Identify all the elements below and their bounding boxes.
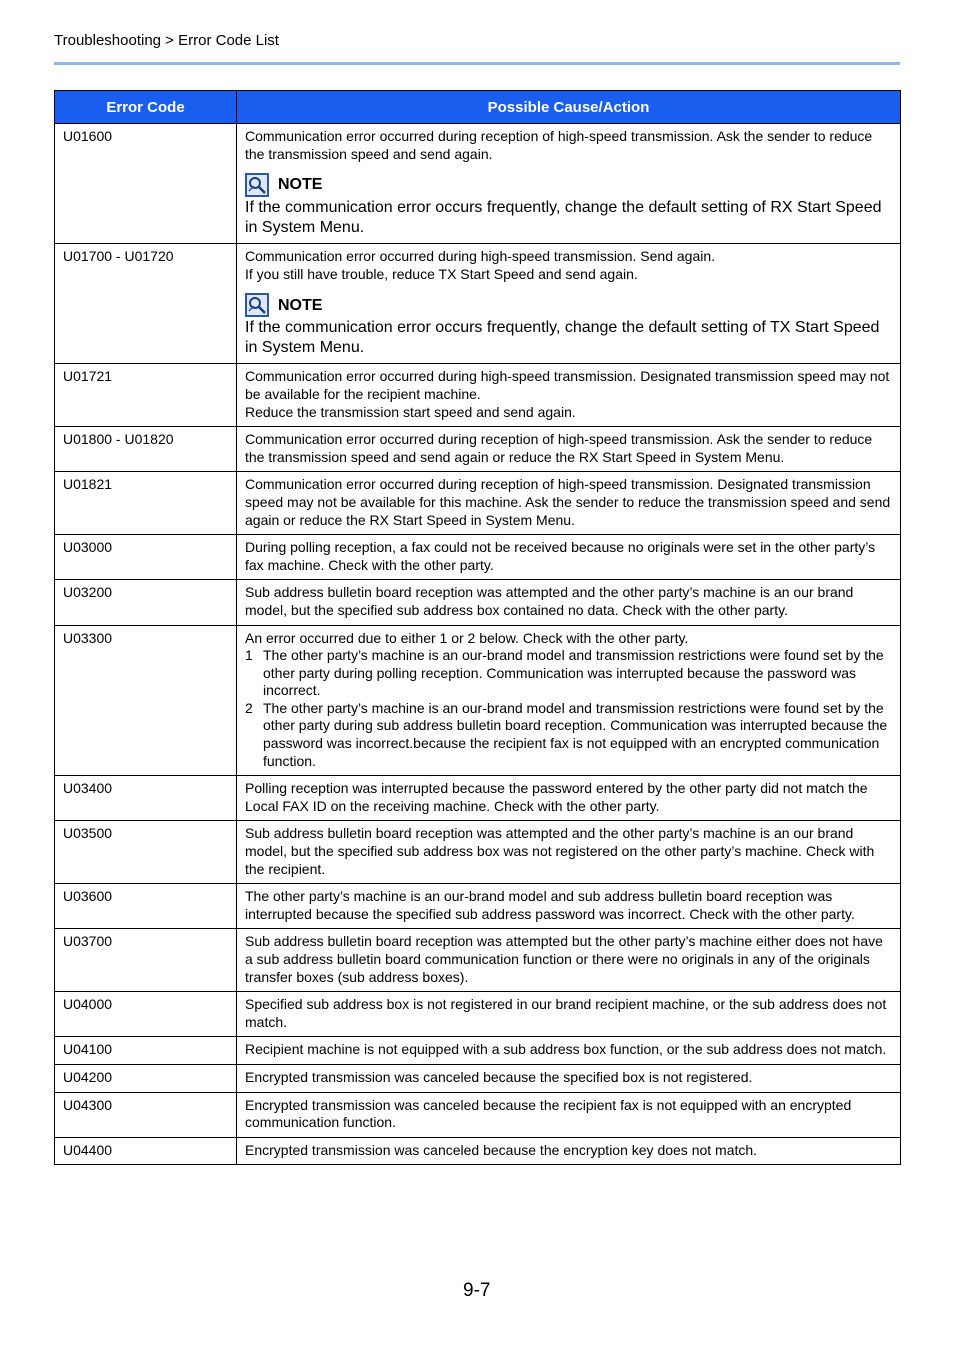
possible-cause-cell <box>237 992 901 1037</box>
table-row <box>55 427 901 472</box>
error-code-cell: U01721 <box>55 364 237 427</box>
possible-cause-cell <box>237 580 901 625</box>
cause-text: Encrypted transmission was canceled because the encryption key does not match. <box>245 1141 758 1158</box>
error-code-cell: U04400 <box>55 1137 237 1165</box>
note-icon <box>245 293 269 317</box>
cause-text: Communication error occurred during high-speed transmission. Designated transmission speed may not be available for the recipient machine. Reduce the transmission start speed and send again. <box>245 368 890 420</box>
error-code-cell: U03700 <box>55 929 237 992</box>
cause-text: An error occurred due to either 1 or 2 below. Check with the other party. <box>245 629 689 646</box>
table-row <box>55 124 901 244</box>
possible-cause-cell <box>237 776 901 821</box>
table-row <box>55 625 901 776</box>
possible-cause-cell <box>237 884 901 929</box>
possible-cause-cell <box>237 625 901 776</box>
error-code-cell: U01821 <box>55 472 237 535</box>
list-item-text: The other party’s machine is an our-brand model and transmission restrictions were found set by the other party during sub address bulletin board reception. Communication was interrupted because the password was incorrect.because the recipient fax is not equipped with an encrypted communication function. <box>263 699 888 769</box>
table-row <box>55 821 901 884</box>
cause-text: Encrypted transmission was canceled because the specified box is not registered. <box>245 1068 753 1085</box>
error-code-cell: U04000 <box>55 992 237 1037</box>
cause-text: Communication error occurred during high-speed transmission. Send again. If you still have trouble, reduce TX Start Speed and send again. <box>245 248 716 282</box>
cause-text: During polling reception, a fax could not be received because no originals were set in the other party’s fax machine. Check with the other party. <box>245 539 876 573</box>
list-item-number: 2 <box>245 699 253 716</box>
header-rule <box>54 62 900 65</box>
list-item <box>245 647 892 700</box>
possible-cause-cell <box>237 929 901 992</box>
possible-cause-cell <box>237 364 901 427</box>
table-row <box>55 992 901 1037</box>
possible-cause-cell <box>237 244 901 364</box>
possible-cause-cell <box>237 1064 901 1092</box>
table-row <box>55 244 901 364</box>
error-code-cell: U04200 <box>55 1064 237 1092</box>
table-row <box>55 364 901 427</box>
table-row <box>55 776 901 821</box>
cause-text: Specified sub address box is not registered in our brand recipient machine, or the sub address does not match. <box>245 996 887 1030</box>
note-title: NOTE <box>278 176 323 194</box>
possible-cause-cell <box>237 472 901 535</box>
cause-text: Polling reception was interrupted because the password entered by the other party did not match the Local FAX ID on the receiving machine. Check with the other party. <box>245 780 868 814</box>
column-header-error-code: Error Code <box>55 91 237 124</box>
page-number: 9-7 <box>463 1280 491 1301</box>
error-code-cell: U03600 <box>55 884 237 929</box>
error-code-table <box>54 90 901 1165</box>
error-code-cell: U03400 <box>55 776 237 821</box>
table-row <box>55 1137 901 1165</box>
table-row <box>55 580 901 625</box>
possible-cause-cell <box>237 535 901 580</box>
breadcrumb: Troubleshooting > Error Code List <box>54 32 279 49</box>
cause-text: Sub address bulletin board reception was attempted and the other party’s machine is an our brand model, but the specified sub address box contained no data. Check with the other party. <box>245 584 854 618</box>
list-item-text: The other party’s machine is an our-brand model and transmission restrictions were found set by the other party during polling reception. Communication was interrupted because the password was incorrect. <box>263 647 884 699</box>
table-row <box>55 1037 901 1065</box>
cause-text: Recipient machine is not equipped with a sub address box function, or the sub address does not match. <box>245 1041 887 1058</box>
cause-text: Encrypted transmission was canceled because the recipient fax is not equipped with an encrypted communication function. <box>245 1096 852 1131</box>
error-code-cell: U04100 <box>55 1037 237 1065</box>
error-code-cell: U03200 <box>55 580 237 625</box>
note-title: NOTE <box>278 296 323 314</box>
cause-text: Communication error occurred during reception of high-speed transmission. Ask the sender to reduce the transmission speed and send again. <box>245 128 873 162</box>
list-item <box>245 700 892 770</box>
possible-cause-cell <box>237 1092 901 1137</box>
note-text: If the communication error occurs frequently, change the default setting of RX Start Speed in System Menu. <box>245 199 882 237</box>
cause-text: Communication error occurred during reception of high-speed transmission. Ask the sender to reduce the transmission speed and send again or reduce the RX Start Speed in System Menu. <box>245 431 873 465</box>
table-row <box>55 1092 901 1137</box>
cause-text: Sub address bulletin board reception was attempted but the other party’s machine either does not have a sub address bulletin board communication function or there were no originals in any of the originals transfer boxes (sub address boxes). <box>245 933 883 985</box>
error-code-cell: U03300 <box>55 625 237 776</box>
cause-text: Sub address bulletin board reception was attempted and the other party’s machine is an our brand model, but the specified sub address box was not registered on the other party’s machine. Check with the recipient. <box>245 825 875 877</box>
error-code-cell: U04300 <box>55 1092 237 1137</box>
error-code-cell: U01600 <box>55 124 237 244</box>
column-header-possible-cause: Possible Cause/Action <box>237 91 901 124</box>
possible-cause-cell <box>237 124 901 244</box>
table-row <box>55 1064 901 1092</box>
possible-cause-cell <box>237 821 901 884</box>
possible-cause-cell <box>237 427 901 472</box>
possible-cause-cell <box>237 1037 901 1065</box>
table-row <box>55 929 901 992</box>
error-code-cell: U01700 - U01720 <box>55 244 237 364</box>
cause-text: Communication error occurred during reception of high-speed transmission. Designated transmission speed may not be available for this machine. Ask the sender to reduce the transmission speed and send again or reduce the RX Start Speed in System Menu. <box>245 476 891 528</box>
error-code-cell: U01800 - U01820 <box>55 427 237 472</box>
note-icon <box>245 173 269 197</box>
table-header-row <box>55 91 901 124</box>
table-row <box>55 535 901 580</box>
list-item-number: 1 <box>245 647 253 664</box>
note-text: If the communication error occurs frequently, change the default setting of TX Start Speed in System Menu. <box>245 319 880 357</box>
table-row <box>55 884 901 929</box>
note-heading <box>245 293 892 317</box>
error-code-cell: U03500 <box>55 821 237 884</box>
cause-text: The other party’s machine is an our-brand model and sub address bulletin board reception was interrupted because the specified sub address password was incorrect. Check with the other party. <box>245 888 855 922</box>
possible-cause-cell <box>237 1137 901 1165</box>
table-body <box>55 124 901 1165</box>
table-row <box>55 472 901 535</box>
error-code-cell: U03000 <box>55 535 237 580</box>
note-heading <box>245 173 892 197</box>
